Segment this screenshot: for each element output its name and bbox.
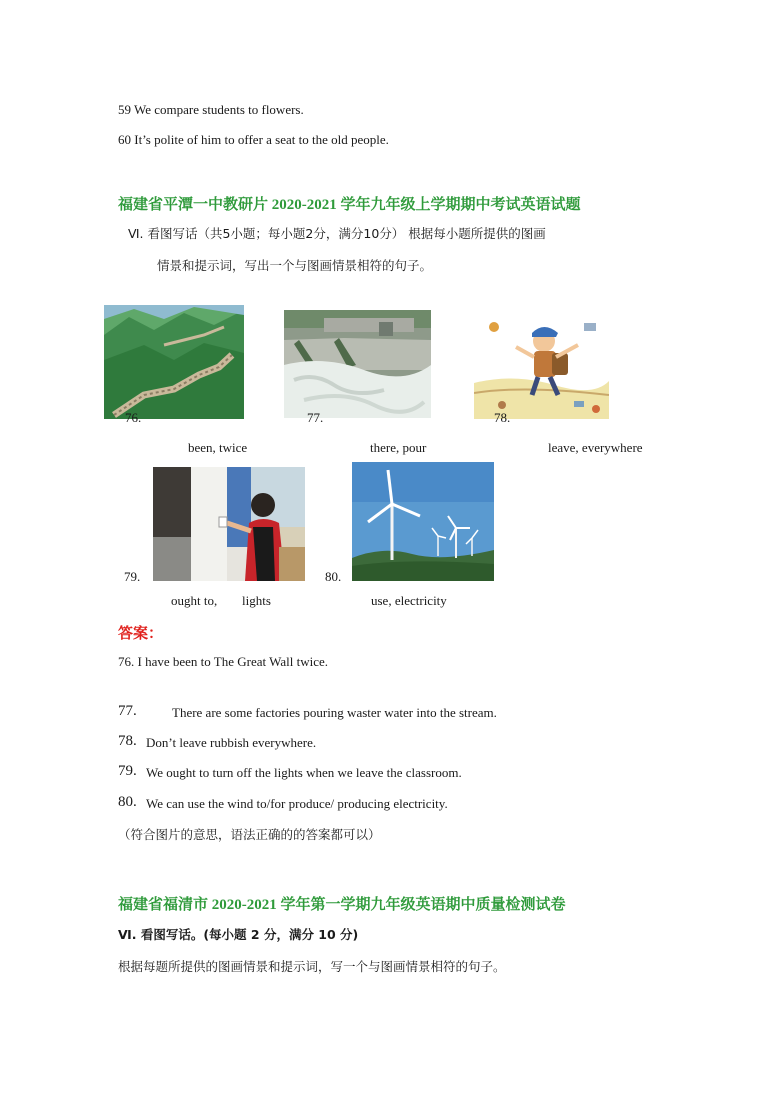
section2-instruction: 根据每题所提供的图画情景和提示词，写一个与图画情景相符的句子。: [118, 959, 506, 974]
hint-76: been, twice: [188, 440, 248, 455]
hint-78: leave, everywhere: [548, 440, 643, 455]
answer-80: We can use the wind to/for produce/ producing electricity.: [146, 796, 448, 811]
answer-79-number: 79.: [118, 763, 137, 779]
light-switch-photo: [153, 467, 305, 581]
answer-78: Don’t leave rubbish everywhere.: [146, 735, 317, 750]
wind-turbines-photo: [352, 462, 494, 581]
litter-cartoon: [474, 313, 609, 419]
answer-label: 答案：: [118, 624, 164, 642]
answer-76: 76. I have been to The Great Wall twice.: [118, 654, 329, 669]
instruction-line-1: Ⅵ. 看图写话（共5小题；每小题2分，满分10分） 根据每小题所提供的图画: [128, 226, 546, 241]
hint-77: there, pour: [370, 440, 427, 455]
answer-60: 60 It’s polite of him to offer a seat to the old people.: [118, 132, 389, 147]
picture-number-79: 79.: [124, 569, 141, 584]
answer-79: We ought to turn off the lights when we leave the classroom.: [146, 765, 462, 780]
instruction-line-2: 情景和提示词，写出一个与图画情景相符的句子。: [157, 258, 433, 273]
answer-78-number: 78.: [118, 733, 137, 749]
picture-number-78: 78.: [494, 410, 511, 425]
answer-note: （符合图片的意思，语法正确的的答案都可以）: [118, 827, 381, 842]
answer-59: 59 We compare students to flowers.: [118, 102, 304, 117]
answer-77: There are some factories pouring waster water into the stream.: [172, 705, 497, 720]
answer-80-number: 80.: [118, 794, 137, 810]
picture-number-80: 80.: [325, 569, 342, 584]
section2-heading: Ⅵ. 看图写话。(每小题 2 分，满分 10 分): [118, 927, 359, 942]
section-title-pingtan: 福建省平潭一中教研片 2020-2021 学年九年级上学期期中考试英语试题: [118, 197, 581, 213]
hint-80: use, electricity: [371, 593, 447, 608]
picture-number-76: 76.: [125, 410, 142, 425]
answer-77-number: 77.: [118, 703, 137, 719]
great-wall-photo: [104, 305, 244, 419]
section-title-fuqing: 福建省福清市 2020-2021 学年第一学期九年级英语期中质量检测试卷: [118, 897, 566, 913]
waste-water-photo: [284, 310, 431, 418]
hint-79-b: lights: [242, 593, 271, 608]
picture-number-77: 77.: [307, 410, 324, 425]
hint-79-a: ought to,: [171, 593, 218, 608]
